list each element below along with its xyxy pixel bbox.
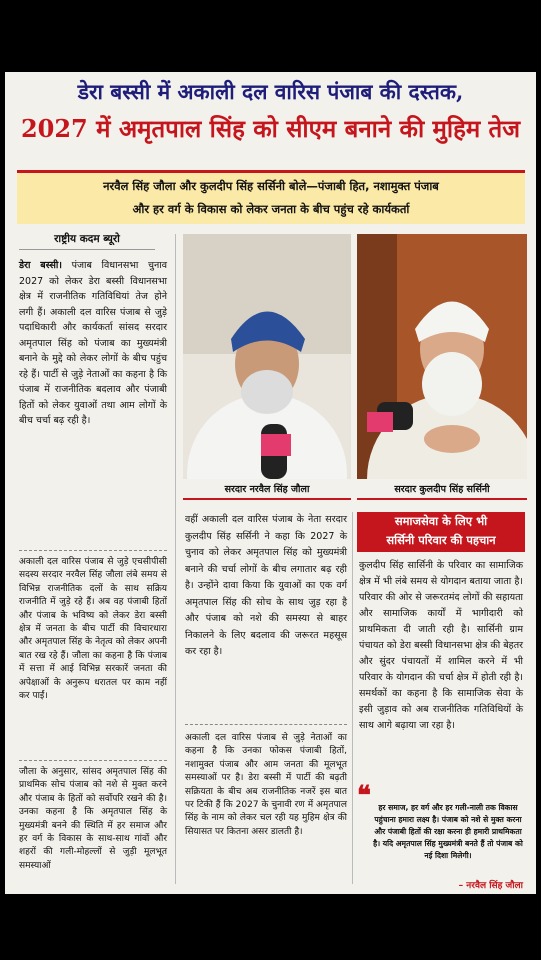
photo-caption-1: सरदार नरवैल सिंह जौला (183, 482, 351, 500)
headline-line2: 2027 में अमृतपाल सिंह को सीएम बनाने की मुहिम तेज (20, 114, 521, 143)
left-paragraph-2: अकाली दल वारिस पंजाब से जुड़े एचसीपीसी सदस्य सरदार नरवैल सिंह जौला लंबे समय से विभिन्न राजनीतिक दलों के साथ सक्रिय राजनीति में जुड़े रहे हैं। अब वह पंजाबी हितों और पंजाब के भविष्य को लेकर डेरा बस्सी क्षेत्र में जनता के बीच पार्टी की विचारधारा और अमृतपाल सिंह के नेतृत्व को लेकर अपनी बात रख रहे हैं। जौला का कहना है कि पंजाब में सत्ता में आई विभिन्न सरकारें जनता की अपेक्षाओं के अनुरूप धरातल पर काम नहीं कर पाईं। (19, 557, 167, 702)
photo-kuldeep-singh-sarsini (357, 234, 527, 479)
quote-attribution: – नरवैल सिंह जौला (458, 881, 523, 891)
quote-mark-icon: ❝ (357, 781, 371, 811)
sidebox-title-line2: सर्सिनी परिवार की पहचान (386, 533, 496, 547)
left-paragraph-3: जौला के अनुसार, सांसद अमृतपाल सिंह की प्राथमिक सोच पंजाब को नशे से मुक्त करने और पंजाब के हितों को सर्वोपरि रखने की है। उनका कहना है कि अमृतपाल सिंह के मुख्यमंत्री बनने की स्थिति में हर समाज और हर वर्ग के विकास के साथ-साथ गांवों और शहरों की गली-मोहल्लों से जुड़ी मूलभूत समस्याओं (19, 767, 167, 871)
column-divider (185, 724, 347, 725)
pull-quote: हर समाज, हर वर्ग और हर गली-नाली तक विकास पहुंचाना हमारा लक्ष्य है। पंजाब को नशे से मुक्त करना और पंजाबी हितों की रक्षा करना ही हमारी प्राथमिकता है। यदि अमृतपाल सिंह मुख्यमंत्री बनते हैं तो पंजाब को नई दिशा मिलेगी। (373, 803, 523, 860)
column-rule (175, 234, 176, 884)
sidebox-title-line1: समाजसेवा के लिए भी (394, 514, 488, 528)
dateline: डेरा बस्सी। (19, 260, 62, 271)
column-divider (19, 550, 167, 551)
subheadline-line2: और हर वर्ग के विकास को लेकर जनता के बीच पहुंच रहे कार्यकर्ता (132, 202, 410, 216)
subheadline-box (17, 170, 525, 224)
photo-caption-2: सरदार कुलदीप सिंह सर्सिनी (357, 482, 527, 500)
subheadline-line1: नरवैल सिंह जौला और कुलदीप सिंह सर्सिनी बोले—पंजाबी हित, नशामुक्त पंजाब (103, 179, 439, 193)
middle-paragraph-1: वहीं अकाली दल वारिस पंजाब के नेता सरदार कुलदीप सिंह सर्सिनी ने कहा कि 2027 के चुनाव को लेकर अमृतपाल सिंह को मुख्यमंत्री बनाने की चर्चा लोगों के बीच लगातार बढ़ रही है। उन्होंने दावा किया कि युवाओं का एक वर्ग अमृतपाल सिंह की सोच के साथ जुड़ रहा है और पंजाब को नशे की समस्या से बाहर निकालने के लिए बदलाव की जरूरत महसूस कर रहा है। (185, 514, 347, 657)
sidebox-text: कुलदीप सिंह सार्सिनी के परिवार का सामाजिक क्षेत्र में भी लंबे समय से योगदान बताया जाता है। परिवार की ओर से जरूरतमंद लोगों की सहायता और सामाजिक कार्यों में भागीदारी को प्राथमिकता दी जाती रही है। सार्सिनी ग्राम पंचायत को डेरा बस्सी विधानसभा क्षेत्र की बेहतर और सुंदर पंचायतों में शामिल करने में भी परिवार के योगदान की चर्चा क्षेत्र में होती रही है। समर्थकों का कहना है कि सामाजिक सेवा के इसी जुड़ाव को अब राजनीतिक गतिविधियों के साथ आगे बढ़ाया जा रहा है। (359, 560, 523, 731)
column-divider (19, 760, 167, 761)
middle-paragraph-2: अकाली दल वारिस पंजाब से जुड़े नेताओं का कहना है कि उनका फोकस पंजाबी हितों, नशामुक्त पंजाब और आम जनता की मूलभूत समस्याओं पर है। डेरा बस्सी में पार्टी की बढ़ती सक्रियता के बीच अब राजनीतिक नजरें इस बात पर टिकी हैं कि 2027 के चुनावी रण में अमृतपाल सिंह के नाम को लेकर चल रही यह मुहिम क्षेत्र की सियासत पर कितना असर डालती है। (185, 733, 347, 837)
byline: राष्ट्रीय कदम ब्यूरो (19, 232, 155, 250)
newspaper-clipping (5, 72, 536, 894)
headline-line1: डेरा बस्सी में अकाली दल वारिस पंजाब की दस्तक, (77, 79, 464, 104)
lead-paragraph (19, 258, 167, 429)
photo-narvail-singh-jaula (183, 234, 351, 479)
lead-text: पंजाब विधानसभा चुनाव 2027 को लेकर डेरा बस्सी विधानसभा क्षेत्र में राजनीतिक गतिविधियां तेज होने लगी हैं। अकाली दल वारिस पंजाब से जुड़े पदाधिकारी और कार्यकर्ता सांसद सरदार अमृतपाल सिंह को पंजाब का मुख्यमंत्री बनाने के मुद्दे को लेकर लोगों के बीच पहुंच रहे हैं। पार्टी से जुड़े नेताओं का कहना है कि पंजाब में राजनीतिक बदलाव और पंजाबी हितों को लेकर युवाओं तथा आम लोगों के बीच चर्चा बढ़ रही है। (19, 260, 168, 426)
column-rule (352, 512, 353, 884)
sidebox-title (357, 512, 525, 552)
